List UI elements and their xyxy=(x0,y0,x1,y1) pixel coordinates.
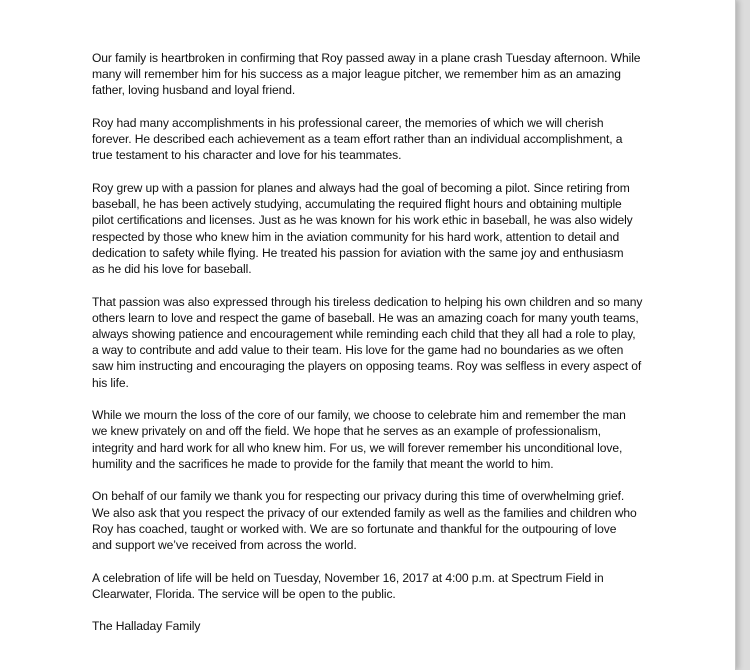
paragraph-3 xyxy=(92,180,662,277)
text-line: and support we’ve received from across the world. xyxy=(92,538,357,553)
text-line: as he did his love for baseball. xyxy=(92,262,252,277)
paragraph-5 xyxy=(92,407,662,472)
text-line: integrity and hard work for all who knew him. For us, we will forever remember his unconditional love, xyxy=(92,440,623,455)
signature: The Halladay Family xyxy=(92,619,201,634)
paragraph-1 xyxy=(92,50,662,99)
text-line: On behalf of our family we thank you for respecting our privacy during this time of overwhelming grief. xyxy=(92,489,625,504)
text-line: a way to contribute and add value to their team. His love for the game had no boundaries as we often xyxy=(92,343,624,358)
text-line: dedication to safety while flying. He treated his passion for aviation with the same joy and enthusiasm xyxy=(92,245,624,260)
text-line: we knew privately on and off the field. We hope that he serves as an example of professionalism, xyxy=(92,424,601,439)
text-line: That passion was also expressed through his tireless dedication to helping his own children and so many xyxy=(92,294,643,309)
text-line: his life. xyxy=(92,375,129,390)
text-line: pilot certifications and licenses. Just as he was known for his work ethic in baseball, he was also widely xyxy=(92,213,633,228)
text-line: While we mourn the loss of the core of our family, we choose to celebrate him and remember the man xyxy=(92,408,626,423)
text-line: forever. He described each achievement as a team effort rather than an individual accomplishment, a xyxy=(92,132,623,147)
text-line: respected by those who knew him in the aviation community for his hard work, attention to detail and xyxy=(92,229,620,244)
paragraph-6 xyxy=(92,488,662,553)
letter-body xyxy=(92,50,662,635)
text-line: Clearwater, Florida. The service will be open to the public. xyxy=(92,586,396,601)
text-line: Roy has coached, taught or worked with. We are so fortunate and thankful for the outpouring of love xyxy=(92,521,617,536)
paragraph-4 xyxy=(92,294,662,391)
text-line: true testament to his character and love for his teammates. xyxy=(92,148,402,163)
text-line: Roy had many accomplishments in his professional career, the memories of which we will cherish xyxy=(92,116,604,130)
text-line: father, loving husband and loyal friend. xyxy=(92,83,296,98)
text-line: saw him instructing and encouraging the players on opposing teams. Roy was selfless in every aspect of xyxy=(92,359,642,374)
paragraph-2 xyxy=(92,115,662,164)
paragraph-7 xyxy=(92,570,662,602)
text-line: Our family is heartbroken in confirming that Roy passed away in a plane crash Tuesday afternoon. While xyxy=(92,51,641,65)
text-line: We also ask that you respect the privacy of our extended family as well as the families and children who xyxy=(92,505,637,520)
text-line: A celebration of life will be held on Tuesday, November 16, 2017 at 4:00 p.m. at Spectrum Field in xyxy=(92,570,604,585)
text-line: always showing patience and encouragement while reminding each child that they all had a role to play, xyxy=(92,327,636,342)
text-line: Roy grew up with a passion for planes and always had the goal of becoming a pilot. Since retiring from xyxy=(92,181,630,195)
text-line: baseball, he has been actively studying, accumulating the required flight hours and obtaining multiple xyxy=(92,197,622,212)
text-line: humility and the sacrifices he made to provide for the family that meant the world to him. xyxy=(92,456,554,471)
text-line: others learn to love and respect the game of baseball. He was an amazing coach for many youth teams, xyxy=(92,310,639,325)
text-line: many will remember him for his success as a major league pitcher, we remember him as an amazing xyxy=(92,67,621,82)
